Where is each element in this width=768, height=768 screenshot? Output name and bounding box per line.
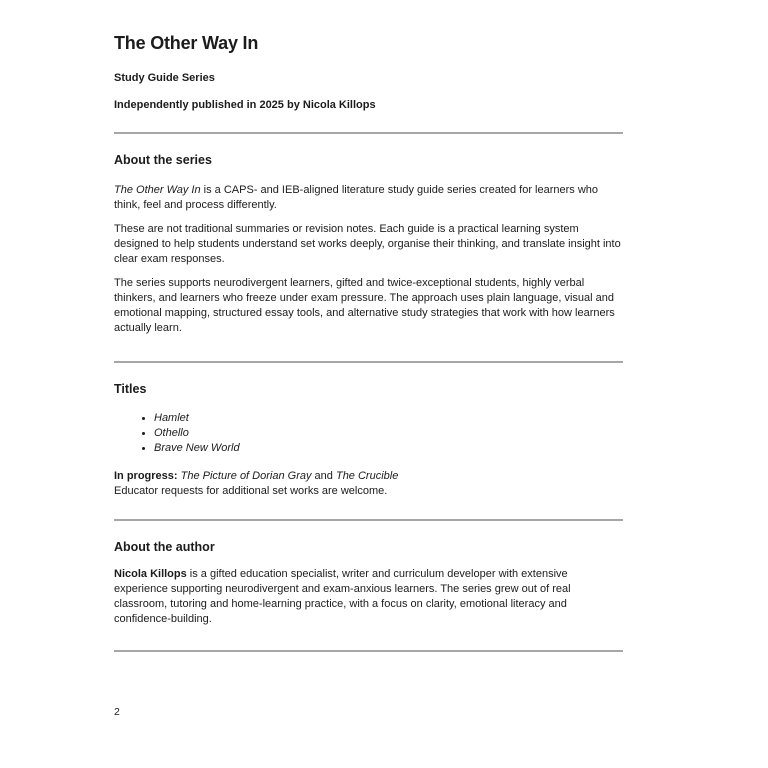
- connector-text: and: [314, 470, 333, 482]
- paragraph-text: is a CAPS- and IEB-aligned literature study guide series created for learners who think, feel and process differently.: [114, 184, 599, 211]
- section-heading-about-series: About the series: [114, 153, 212, 167]
- list-item-title: • Othello: [154, 426, 623, 441]
- author-name: Nicola Killops: [114, 568, 187, 580]
- in-progress-title: The Crucible: [335, 470, 399, 482]
- author-bio-paragraph: [114, 567, 623, 627]
- in-progress-block: [114, 469, 623, 499]
- section-divider: [114, 132, 623, 134]
- section-divider: [114, 650, 623, 652]
- section-divider: [114, 519, 623, 521]
- section-heading-titles: Titles: [114, 382, 147, 396]
- list-item-title: • Brave New World: [154, 441, 623, 456]
- in-progress-title: The Picture of Dorian Gray: [180, 470, 312, 482]
- series-title-italic: The Other Way In: [114, 184, 201, 196]
- series-subtitle: Study Guide Series: [114, 72, 215, 84]
- about-series-paragraph-1: [114, 183, 623, 213]
- about-series-paragraph-3: The series supports neurodivergent learners, gifted and twice-exceptional students, highly verbal thinkers, and learners who freeze under exam pressure. The approach uses plain language, visual and emotional mapping, structured essay tools, and alternative study strategies that work with how learners actually learn.: [114, 277, 615, 334]
- paragraph-text: is a gifted education specialist, writer and curriculum developer with extensive experience supporting neurodivergent and exam-anxious learners. The series grew out of real classroom, tutoring and home-learning practice, with a focus on clarity, emotional literacy and confidence-building.: [114, 568, 571, 625]
- list-item-title: • Hamlet: [154, 411, 623, 426]
- about-series-paragraph-2: These are not traditional summaries or revision notes. Each guide is a practical learning system designed to help students understand set works deeply, organise their thinking, and translate insight into clear exam responses.: [114, 223, 621, 265]
- page-title: The Other Way In: [114, 33, 259, 53]
- in-progress-label: In progress:: [114, 470, 178, 482]
- page-number: 2: [114, 706, 120, 718]
- section-heading-about-author: About the author: [114, 540, 215, 554]
- section-divider: [114, 361, 623, 363]
- titles-list: [114, 411, 623, 456]
- publisher-line: Independently published in 2025 by Nicola Killops: [114, 99, 376, 111]
- educator-request-line: Educator requests for additional set works are welcome.: [114, 485, 388, 497]
